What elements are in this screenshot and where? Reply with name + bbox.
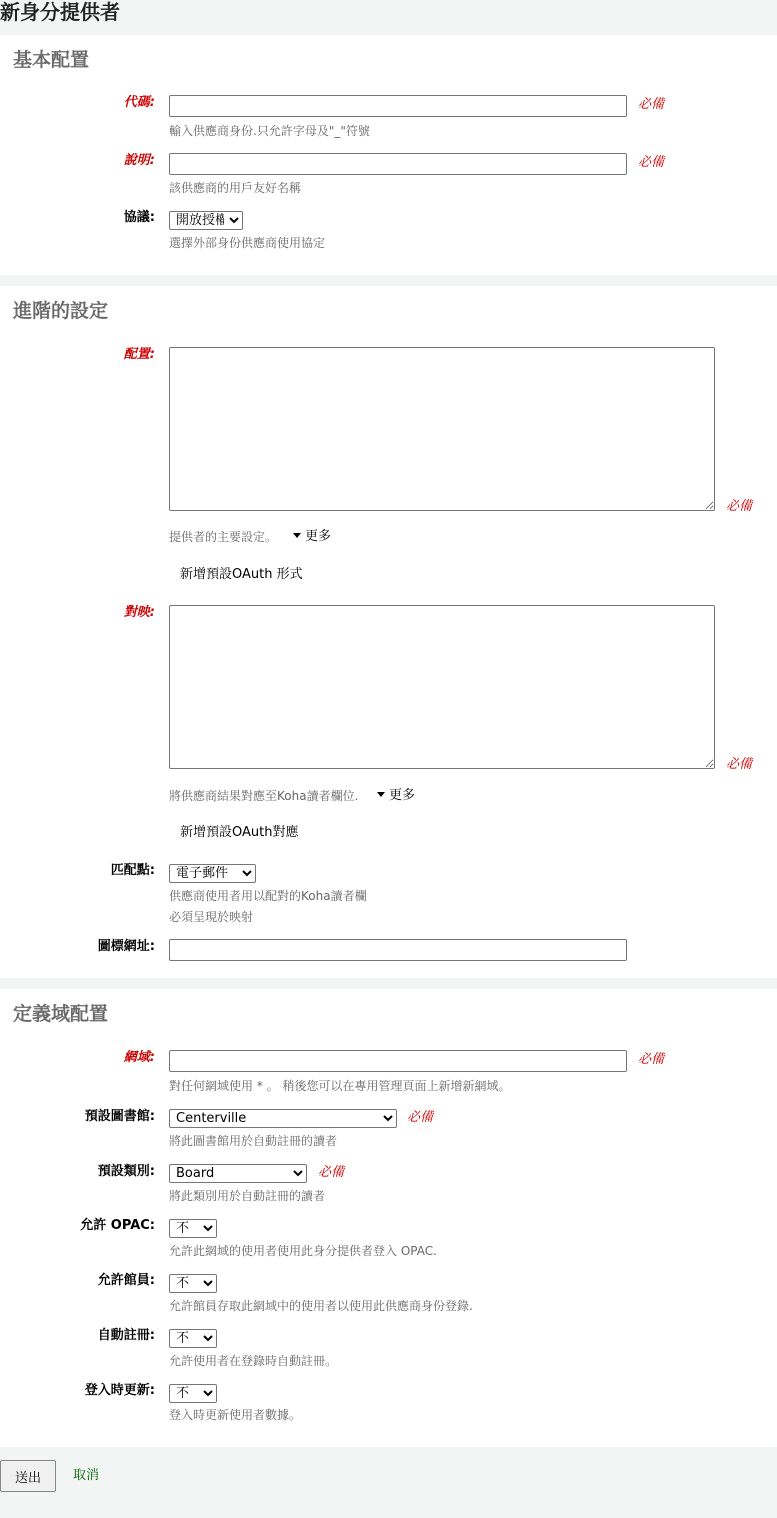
mapping-label: 對映: <box>123 605 155 620</box>
mapping-more-toggle[interactable] <box>377 787 415 805</box>
domain-label: 網域: <box>123 1050 155 1065</box>
config-more-toggle[interactable] <box>293 528 331 546</box>
allow-opac-select[interactable] <box>169 1219 217 1238</box>
domain-hint: 對任何網域使用 * 。 稍後您可以在專用管理頁面上新增新網域。 <box>169 1079 511 1093</box>
description-input[interactable] <box>169 153 627 175</box>
config-more-label: 更多 <box>305 529 332 544</box>
protocol-label: 協議: <box>123 210 155 225</box>
default-category-label: 預設類別: <box>97 1164 155 1179</box>
add-default-oauth-mapping[interactable]: 新增預設OAuth對應 <box>180 825 299 840</box>
protocol-select[interactable] <box>169 211 243 230</box>
page-title: 新身分提供者 <box>0 0 120 24</box>
code-label: 代碼: <box>123 95 155 110</box>
domain-required: 必備 <box>638 1052 665 1067</box>
mapping-textarea[interactable] <box>169 605 715 769</box>
default-library-label: 預設圖書館: <box>84 1109 155 1124</box>
matchpoint-hint-2: 必須呈現於映射 <box>169 910 254 924</box>
matchpoint-select[interactable] <box>169 864 256 883</box>
allow-staff-select[interactable] <box>169 1274 217 1293</box>
update-on-login-label: 登入時更新: <box>84 1383 155 1398</box>
protocol-hint: 選擇外部身份供應商使用協定 <box>169 236 326 250</box>
allow-opac-hint: 允許此網域的使用者使用此身分提供者登入 OPAC. <box>169 1244 437 1258</box>
description-required: 必備 <box>638 155 665 170</box>
config-label: 配置: <box>123 347 155 362</box>
code-input[interactable] <box>169 95 627 117</box>
matchpoint-hint: 供應商使用者用以配對的Koha讀者欄 <box>169 889 367 903</box>
default-library-hint: 將此圖書館用於自動註冊的讀者 <box>169 1134 338 1148</box>
auto-register-hint: 允許使用者在登錄時自動註冊。 <box>169 1354 338 1368</box>
default-category-select[interactable] <box>169 1164 307 1183</box>
matchpoint-label: 匹配點: <box>110 863 155 878</box>
caret-down-icon <box>293 533 301 538</box>
mapping-more-label: 更多 <box>389 788 416 803</box>
allow-staff-hint: 允許館員存取此網域中的使用者以使用此供應商身份登錄. <box>169 1299 473 1313</box>
description-label: 說明: <box>123 153 155 168</box>
allow-opac-label: 允許 OPAC: <box>80 1218 155 1233</box>
basic-config-heading: 基本配置 <box>13 49 90 71</box>
update-on-login-select[interactable] <box>169 1384 217 1403</box>
cancel-link[interactable]: 取消 <box>73 1468 100 1483</box>
advanced-settings-heading: 進階的設定 <box>13 300 109 322</box>
mapping-required: 必備 <box>726 757 753 772</box>
default-category-hint: 將此類別用於自動註冊的讀者 <box>169 1189 326 1203</box>
description-hint: 該供應商的用戶友好名稱 <box>169 181 302 195</box>
config-required: 必備 <box>726 499 753 514</box>
allow-staff-label: 允許館員: <box>97 1273 155 1288</box>
auto-register-select[interactable] <box>169 1329 217 1348</box>
icon-url-input[interactable] <box>169 939 627 961</box>
update-on-login-hint: 登入時更新使用者數據。 <box>169 1408 302 1422</box>
default-category-required: 必備 <box>318 1165 345 1180</box>
default-library-select[interactable] <box>169 1109 397 1128</box>
default-library-required: 必備 <box>407 1110 434 1125</box>
mapping-hint: 將供應商結果對應至Koha讀者欄位. <box>169 789 359 803</box>
config-hint: 提供者的主要設定。 <box>169 530 278 544</box>
add-default-oauth-config[interactable]: 新增預設OAuth 形式 <box>180 567 303 582</box>
domain-input[interactable] <box>169 1050 627 1072</box>
code-hint: 輸入供應商身份.只允許字母及"_"符號 <box>169 124 370 138</box>
code-required: 必備 <box>638 97 665 112</box>
domain-config-heading: 定義域配置 <box>13 1003 109 1025</box>
icon-url-label: 圖標網址: <box>97 939 155 954</box>
auto-register-label: 自動註冊: <box>97 1328 155 1343</box>
config-textarea[interactable] <box>169 347 715 511</box>
caret-down-icon <box>377 792 385 797</box>
submit-button[interactable]: 送出 <box>0 1460 56 1492</box>
